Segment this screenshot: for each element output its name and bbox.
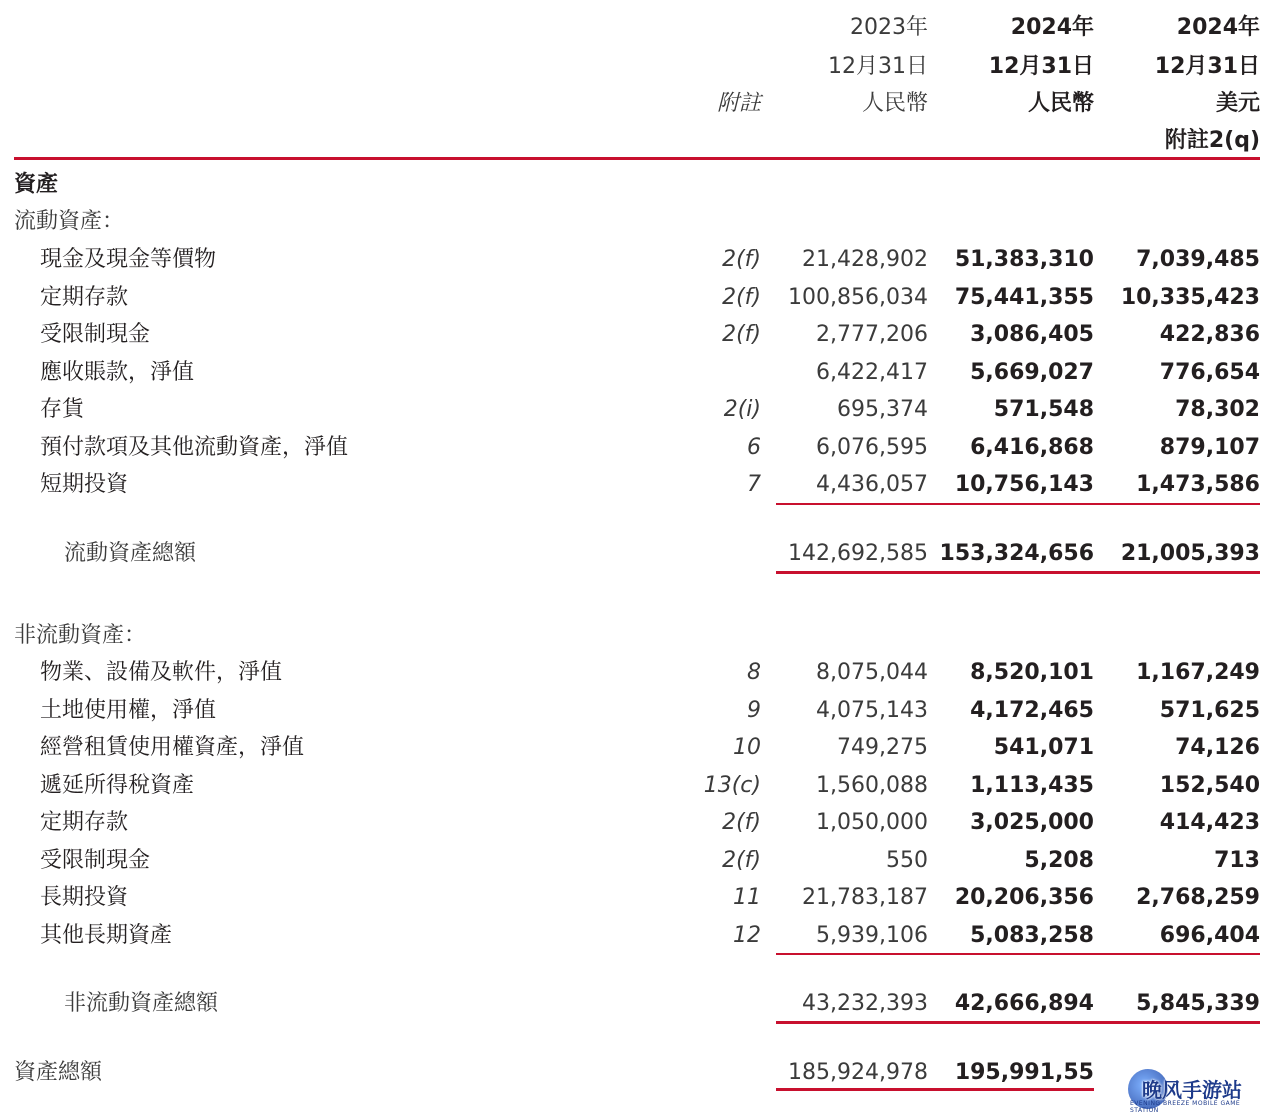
row-note: 9 bbox=[747, 697, 761, 723]
row-label: 定期存款 bbox=[40, 810, 129, 835]
header-col3-date: 12月31日 bbox=[1154, 54, 1260, 79]
row-note: 2(f) bbox=[722, 847, 761, 873]
row-value-usd: 1,473,586 bbox=[1136, 472, 1260, 497]
row-value-2024: 51,383,310 bbox=[954, 247, 1094, 272]
current-total-2024: 153,324,656 bbox=[939, 541, 1094, 566]
row-value-2024: 6,416,868 bbox=[970, 434, 1094, 460]
row-value-usd: 713 bbox=[1214, 847, 1260, 873]
row-value-2024: 541,071 bbox=[993, 735, 1094, 760]
noncurrent-total-usd: 5,845,339 bbox=[1136, 991, 1260, 1016]
row-note: 11 bbox=[733, 885, 761, 910]
row-note: 13(c) bbox=[703, 772, 761, 798]
row-value-2024: 1,113,435 bbox=[970, 772, 1094, 798]
row-value-usd: 696,404 bbox=[1159, 922, 1260, 948]
row-note: 8 bbox=[747, 660, 761, 685]
row-value-2024: 5,083,258 bbox=[970, 922, 1094, 948]
noncurrent-total-label: 非流動資產總額 bbox=[64, 991, 219, 1016]
row-value-usd: 74,126 bbox=[1175, 735, 1260, 760]
row-value-2023: 695,374 bbox=[837, 397, 928, 422]
row-label: 經營租賃使用權資產，淨值 bbox=[40, 735, 305, 760]
row-value-usd: 2,768,259 bbox=[1136, 885, 1260, 910]
noncurrent-assets-heading: 非流動資產： bbox=[14, 623, 147, 648]
row-value-2023: 1,560,088 bbox=[816, 772, 928, 798]
row-label: 現金及現金等價物 bbox=[40, 247, 217, 272]
watermark-text: 晚风手游站 bbox=[1142, 1078, 1242, 1102]
grand-total-2024: 195,991,55 bbox=[954, 1060, 1094, 1085]
row-label: 長期投資 bbox=[40, 885, 129, 910]
row-label: 短期投資 bbox=[40, 472, 129, 497]
current-total-rule bbox=[776, 571, 1260, 574]
row-note: 6 bbox=[747, 434, 761, 460]
row-note: 2(f) bbox=[722, 284, 761, 310]
header-col2-currency: 人民幣 bbox=[1027, 91, 1094, 116]
row-note: 10 bbox=[733, 735, 761, 760]
row-label: 受限制現金 bbox=[40, 847, 151, 873]
grand-total-label: 資產總額 bbox=[14, 1060, 103, 1085]
noncurrent-total-2023: 43,232,393 bbox=[802, 991, 928, 1016]
row-value-2023: 2,777,206 bbox=[816, 322, 928, 347]
current-total-label: 流動資產總額 bbox=[64, 541, 197, 566]
grand-total-rule bbox=[776, 1088, 1094, 1091]
header-note-column: 附註 bbox=[716, 91, 761, 116]
row-value-2023: 749,275 bbox=[837, 735, 928, 760]
current-total-usd: 21,005,393 bbox=[1120, 541, 1260, 566]
row-value-usd: 879,107 bbox=[1159, 434, 1260, 460]
row-value-usd: 7,039,485 bbox=[1136, 247, 1260, 272]
current-subtotal-rule bbox=[776, 503, 1260, 505]
watermark-subtext: EVENING BREEZE MOBILE GAME STATION bbox=[1130, 1100, 1241, 1114]
row-value-2024: 8,520,101 bbox=[970, 660, 1094, 685]
row-value-2023: 1,050,000 bbox=[816, 810, 928, 835]
row-value-2024: 3,025,000 bbox=[970, 810, 1094, 835]
row-value-2024: 10,756,143 bbox=[954, 472, 1094, 497]
header-col1-date: 12月31日 bbox=[828, 54, 928, 79]
noncurrent-subtotal-rule bbox=[776, 953, 1260, 955]
row-value-usd: 152,540 bbox=[1159, 772, 1260, 798]
row-value-2023: 4,436,057 bbox=[816, 472, 928, 497]
row-value-2023: 4,075,143 bbox=[816, 697, 928, 723]
row-label: 存貨 bbox=[40, 397, 85, 422]
current-total-2023: 142,692,585 bbox=[788, 541, 928, 566]
row-value-2024: 571,548 bbox=[993, 397, 1094, 422]
header-col2-year: 2024年 bbox=[1010, 15, 1094, 40]
row-value-usd: 78,302 bbox=[1175, 397, 1260, 422]
row-value-2024: 20,206,356 bbox=[954, 885, 1094, 910]
row-value-2024: 3,086,405 bbox=[970, 322, 1094, 347]
row-label: 受限制現金 bbox=[40, 322, 151, 347]
header-col1-currency: 人民幣 bbox=[861, 91, 928, 116]
row-label: 土地使用權，淨值 bbox=[40, 697, 217, 723]
row-label: 遞延所得稅資產 bbox=[40, 772, 195, 798]
row-value-2023: 100,856,034 bbox=[788, 284, 928, 310]
row-value-2023: 6,076,595 bbox=[816, 434, 928, 460]
header-col3-year: 2024年 bbox=[1176, 15, 1260, 40]
noncurrent-total-rule bbox=[776, 1021, 1260, 1024]
row-label: 預付款項及其他流動資產，淨值 bbox=[40, 434, 349, 460]
row-value-usd: 776,654 bbox=[1159, 359, 1260, 385]
row-label: 物業、設備及軟件，淨值 bbox=[40, 660, 283, 685]
row-note: 2(i) bbox=[723, 397, 761, 422]
row-value-usd: 422,836 bbox=[1159, 322, 1260, 347]
header-col3-currency: 美元 bbox=[1215, 91, 1260, 116]
header-rule bbox=[14, 157, 1260, 160]
noncurrent-total-2024: 42,666,894 bbox=[954, 991, 1094, 1016]
watermark-logo bbox=[1120, 1066, 1270, 1112]
header-col1-year: 2023年 bbox=[850, 15, 928, 40]
section-title: 資產 bbox=[14, 172, 59, 197]
grand-total-2023: 185,924,978 bbox=[788, 1060, 928, 1085]
row-value-usd: 10,335,423 bbox=[1120, 284, 1260, 310]
row-value-2023: 5,939,106 bbox=[816, 922, 928, 948]
row-note: 7 bbox=[747, 472, 761, 497]
row-value-2023: 550 bbox=[886, 847, 928, 873]
row-value-usd: 571,625 bbox=[1159, 697, 1260, 723]
row-value-usd: 1,167,249 bbox=[1136, 660, 1260, 685]
current-assets-heading: 流動資產： bbox=[14, 209, 125, 234]
row-value-2023: 21,783,187 bbox=[802, 885, 928, 910]
row-value-2024: 5,208 bbox=[1024, 847, 1094, 873]
row-note: 2(f) bbox=[722, 322, 761, 347]
row-value-2024: 75,441,355 bbox=[954, 284, 1094, 310]
row-note: 2(f) bbox=[722, 247, 761, 272]
header-col3-note: 附註2(q) bbox=[1164, 128, 1260, 153]
row-value-2023: 8,075,044 bbox=[816, 660, 928, 685]
row-label: 定期存款 bbox=[40, 284, 129, 310]
row-label: 應收賬款，淨值 bbox=[40, 359, 195, 385]
row-label: 其他長期資產 bbox=[40, 922, 173, 948]
row-value-2024: 4,172,465 bbox=[970, 697, 1094, 723]
row-value-usd: 414,423 bbox=[1159, 810, 1260, 835]
row-note: 2(f) bbox=[722, 810, 761, 835]
row-value-2024: 5,669,027 bbox=[970, 359, 1094, 385]
header-col2-date: 12月31日 bbox=[988, 54, 1094, 79]
row-value-2023: 21,428,902 bbox=[802, 247, 928, 272]
row-value-2023: 6,422,417 bbox=[816, 359, 928, 385]
row-note: 12 bbox=[733, 922, 761, 948]
